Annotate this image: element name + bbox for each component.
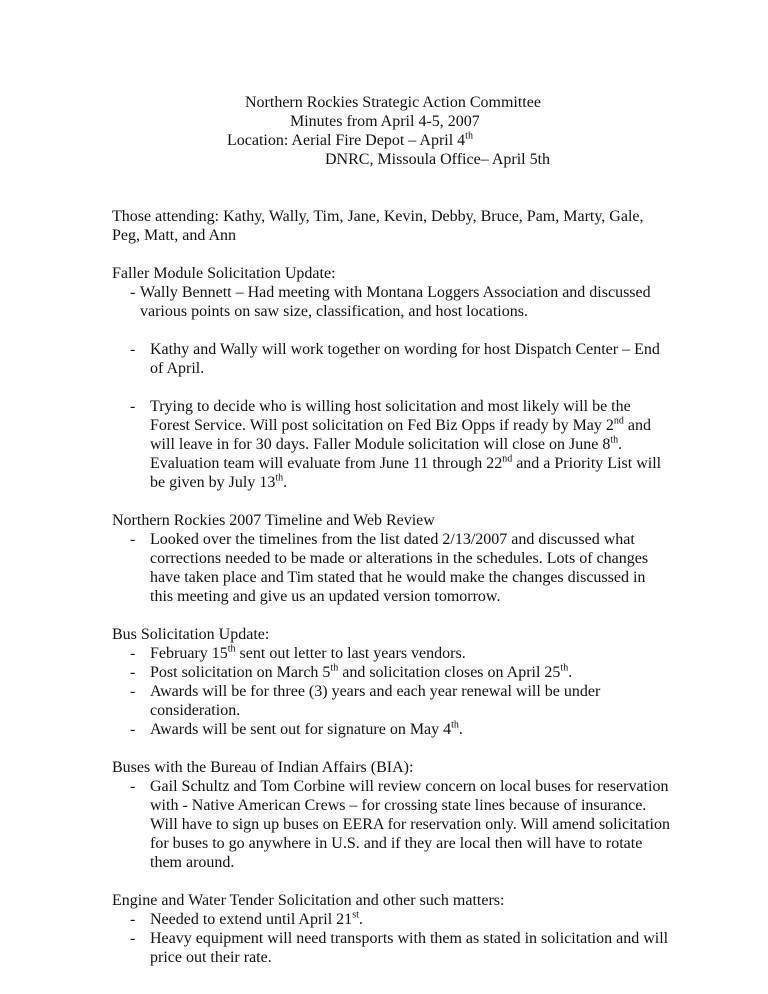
item-text: . Evaluation team will evaluate from June 11 through 22 (150, 436, 623, 472)
list-item (112, 682, 672, 720)
bullet-dash: - (130, 284, 136, 301)
committee-title: Northern Rockies Strategic Action Committee (245, 94, 541, 111)
bullet-dash: - (130, 930, 136, 947)
item-text: and a Priority List will be given by July 13 (150, 455, 662, 491)
ordinal-sup: nd (613, 415, 624, 427)
bullet-dash: - (130, 664, 136, 681)
bullet-dash: - (130, 721, 136, 738)
bullet-dash: - (130, 911, 136, 928)
ordinal-sup: th (610, 434, 619, 446)
item-text: . (283, 474, 288, 491)
item-text: Post solicitation on March 5 (150, 664, 331, 681)
item-text: and solicitation closes on April 25 (338, 664, 561, 681)
bullet-dash: - (130, 778, 136, 795)
item-text: Heavy equipment will need transports with them as stated in solicitation and will price out their rate. (150, 930, 669, 966)
item-text: Awards will be sent out for signature on May 4 (150, 721, 452, 738)
list-item (112, 777, 672, 872)
list-item (112, 340, 672, 378)
section-title: Bus Solicitation Update: (112, 626, 270, 643)
section-bus-solicitation (112, 625, 672, 739)
list-item (112, 910, 672, 929)
bullet-dash: - (130, 398, 136, 415)
item-text: Awards will be for three (3) years and each year renewal will be under consideration. (150, 683, 601, 719)
list-item (112, 397, 672, 492)
list-item (112, 530, 672, 606)
location-text: Location: Aerial Fire Depot – April 4 (227, 132, 466, 149)
section-engine-water-tender (112, 891, 672, 967)
item-text: February 15 (150, 645, 228, 662)
location-sup: th (465, 130, 473, 142)
list-item (112, 720, 672, 739)
item-text: Needed to extend until April 21 (150, 911, 353, 928)
location-line (227, 131, 473, 150)
section-title: Northern Rockies 2007 Timeline and Web Review (112, 512, 435, 529)
section-items (112, 283, 672, 492)
item-text: Looked over the timelines from the list dated 2/13/2007 and discussed what corrections needed to be made or alterations in the schedules. Lots of changes have taken place and Tim stated that he would make the changes discussed in this meeting and give us an updated version tomorrow. (150, 531, 649, 605)
list-item (112, 929, 672, 967)
section-timeline-review (112, 511, 672, 606)
section-items (112, 777, 672, 872)
bullet-dash: - (130, 341, 136, 358)
minutes-date: Minutes from April 4-5, 2007 (290, 113, 480, 130)
list-item (112, 644, 672, 663)
location-line-2: DNRC, Missoula Office– April 5th (325, 151, 551, 168)
item-text: Wally Bennett – Had meeting with Montana Loggers Association and discussed various points on saw size, classification, and host locations. (140, 284, 651, 320)
section-items (112, 530, 672, 606)
section-title: Engine and Water Tender Solicitation and other such matters: (112, 892, 505, 909)
item-text: . (568, 664, 573, 681)
section-bia-buses (112, 758, 672, 872)
section-title: Buses with the Bureau of Indian Affairs (BIA): (112, 759, 414, 776)
ordinal-sup: st (352, 909, 359, 921)
item-text: . (458, 721, 463, 738)
attendees-paragraph: Those attending: Kathy, Wally, Tim, Jane, Kevin, Debby, Bruce, Pam, Marty, Gale, Peg, Matt, and Ann (112, 208, 644, 244)
list-item (112, 283, 672, 321)
ordinal-sup: th (275, 472, 284, 484)
ordinal-sup: th (330, 662, 339, 674)
ordinal-sup: th (451, 719, 459, 731)
ordinal-sup: th (227, 643, 236, 655)
section-title: Faller Module Solicitation Update: (112, 265, 336, 282)
item-text: . (358, 911, 363, 928)
ordinal-sup: nd (502, 453, 513, 465)
bullet-dash: - (130, 683, 136, 700)
section-items (112, 910, 672, 967)
list-item (112, 663, 672, 682)
section-faller-module (112, 264, 672, 492)
item-text: Kathy and Wally will work together on wording for host Dispatch Center – End of April. (150, 341, 660, 377)
bullet-dash: - (130, 645, 136, 662)
item-text: Trying to decide who is willing host solicitation and most likely will be the Forest Service. Will post solicitation on Fed Biz Opps if ready by May 2 (150, 398, 631, 434)
ordinal-sup: th (560, 662, 569, 674)
item-text: Gail Schultz and Tom Corbine will review concern on local buses for reservation with - Native American Crews – for crossing state lines because of insurance. Will have to sign up buses on EERA for reservation only. Will amend solicitation for buses to go anywhere in U.S. and if they are local then will have to rotate them around. (150, 778, 670, 871)
item-text: and will leave in for 30 days. Faller Module solicitation will close on June 8 (150, 417, 651, 453)
item-text: sent out letter to last years vendors. (235, 645, 466, 662)
minutes-body (112, 207, 672, 967)
bullet-dash: - (130, 531, 136, 548)
section-items (112, 644, 672, 739)
